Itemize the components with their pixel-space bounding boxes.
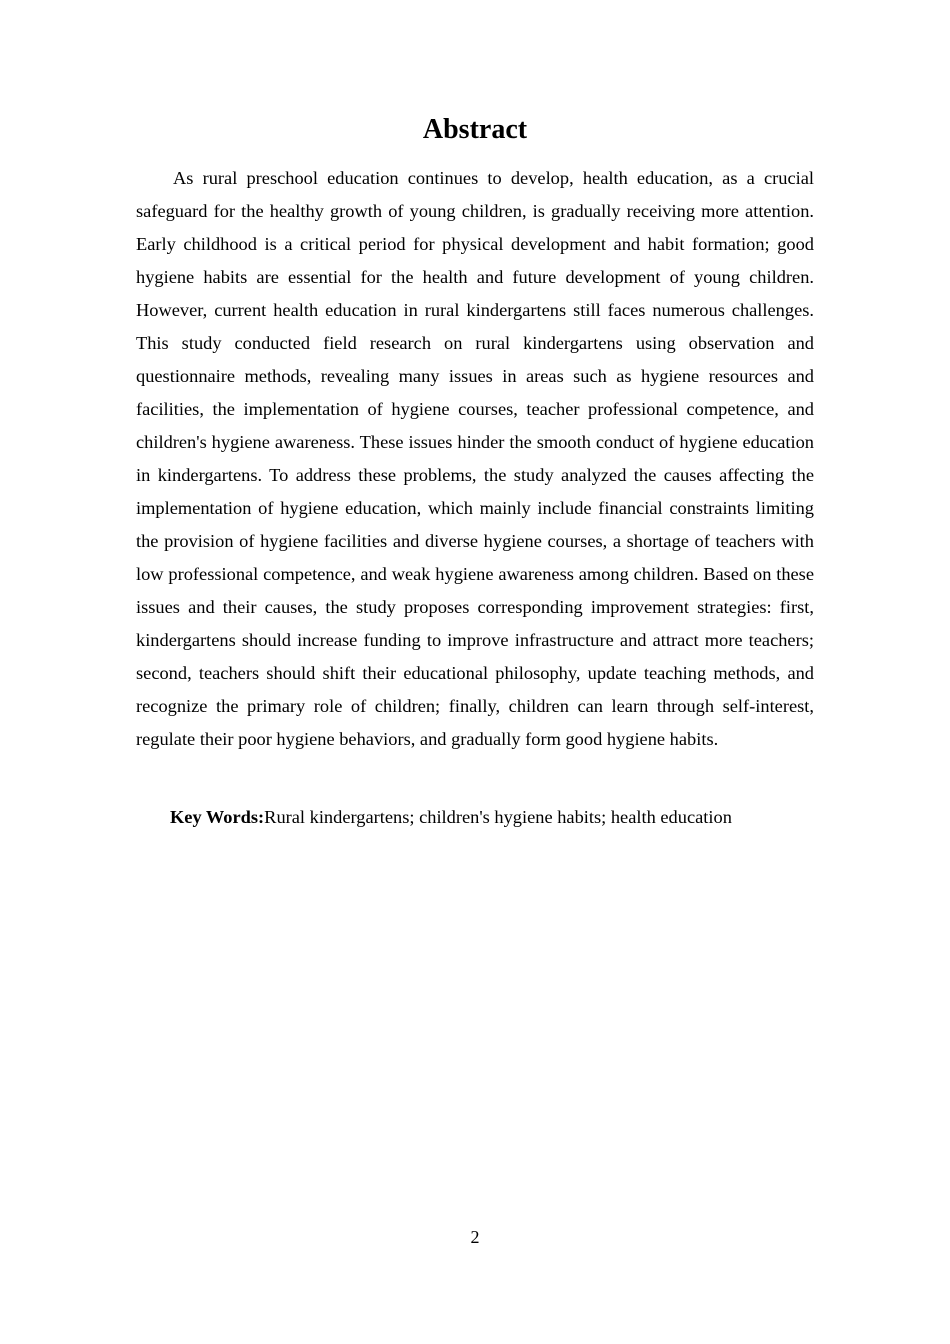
keywords-line	[170, 801, 814, 834]
abstract-paragraph: As rural preschool education continues to develop, health education, as a crucial safeguard for the healthy growth of young children, is gradually receiving more attention. Early childhood is a critical period for physical development and habit formation; good hygiene habits are essential for the health and future development of young children. However, current health education in rural kindergartens still faces numerous challenges. This study conducted field research on rural kindergartens using observation and questionnaire methods, revealing many issues in areas such as hygiene resources and facilities, the implementation of hygiene courses, teacher professional competence, and children's hygiene awareness. These issues hinder the smooth conduct of hygiene education in kindergartens. To address these problems, the study analyzed the causes affecting the implementation of hygiene education, which mainly include financial constraints limiting the provision of hygiene facilities and diverse hygiene courses, a shortage of teachers with low professional competence, and weak hygiene awareness among children. Based on these issues and their causes, the study proposes corresponding improvement strategies: first, kindergartens should increase funding to improve infrastructure and attract more teachers; second, teachers should shift their educational philosophy, update teaching methods, and recognize the primary role of children; finally, children can learn through self-interest, regulate their poor hygiene behaviors, and gradually form good hygiene habits.	[136, 168, 814, 749]
keywords-label: Key Words:	[170, 807, 265, 827]
abstract-title: Abstract	[422, 114, 528, 145]
page-number: 2	[470, 1227, 480, 1247]
keywords-text: Rural kindergartens; children's hygiene habits; health education	[264, 807, 732, 827]
